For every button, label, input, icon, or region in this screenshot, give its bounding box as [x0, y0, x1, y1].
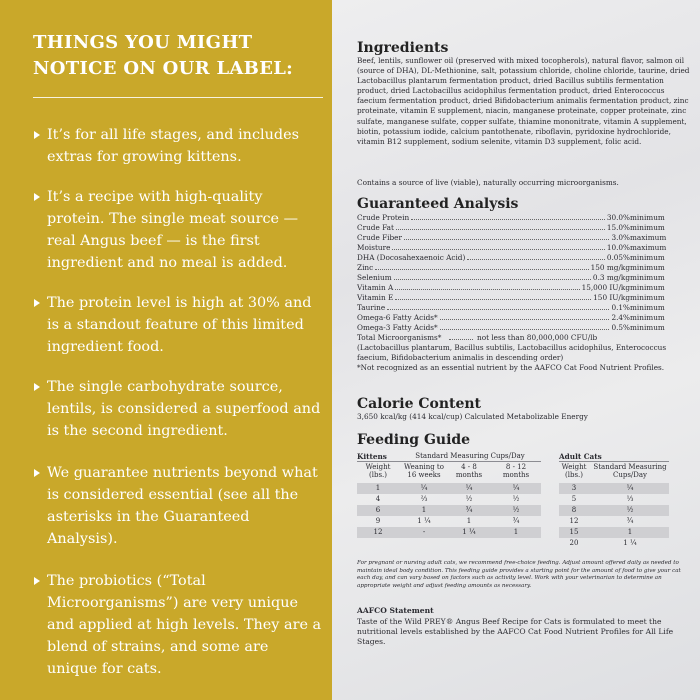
- kittens-table-cell: 1 ¼: [417, 517, 431, 525]
- adults-table-label: Adult Cats: [559, 452, 602, 461]
- microorganism-note: Contains a source of live (viable), naturally occurring microorganisms.: [357, 178, 619, 187]
- ga-row-value: 15,000 IU/kg: [581, 283, 630, 292]
- kittens-col-8-12: 8 - 12 months: [502, 463, 530, 480]
- kittens-header-rule: [357, 461, 541, 462]
- microorganism-strains: (Lactobacillus plantarum, Bacillus subtilis, Lactobacillus acidophilus, Enterococcus faecium, Bifidobacterium animalis in descending order): [357, 343, 667, 363]
- adults-table-cell: ¾: [626, 517, 634, 525]
- adults-table-cell: ¼: [626, 484, 634, 492]
- ga-row-name: Vitamin E: [357, 293, 394, 302]
- ga-row-value: 0.1%: [611, 303, 630, 312]
- ga-row: [357, 243, 693, 253]
- kittens-table-cell: 1: [375, 484, 381, 492]
- bullet-item: It’s a recipe with high-quality protein. The single meat source — real Angus beef — is the first ingredient and no meal is added.: [33, 186, 323, 274]
- kittens-table-cell: ¼: [465, 484, 473, 492]
- ga-row-name: Crude Protein: [357, 213, 410, 222]
- ga-row-unit: minimum: [630, 223, 665, 232]
- heading-line-2: NOTICE ON OUR LABEL:: [33, 58, 294, 79]
- ga-row-name: DHA (Docosahexaenoic Acid): [357, 253, 466, 262]
- ga-row-name: Vitamin A: [357, 283, 394, 292]
- ga-row-unit: minimum: [630, 273, 665, 282]
- ga-row-unit: minimum: [630, 293, 665, 302]
- ga-footnote: *Not recognized as an essential nutrient by the AAFCO Cat Food Nutrient Profiles.: [357, 363, 665, 372]
- kittens-table-cell: 1: [513, 528, 519, 536]
- ga-row-name: Moisture: [357, 243, 391, 252]
- adults-col-weight: Weight (lbs.): [561, 463, 587, 480]
- adults-table-cell: 12: [569, 517, 579, 525]
- ga-row-name: Selenium: [357, 273, 392, 282]
- label-panel: [332, 0, 700, 700]
- ga-row-value: 0.05%: [606, 253, 630, 262]
- adults-table-cell: 3: [571, 484, 577, 492]
- arrow-bullet-icon: [33, 186, 42, 208]
- ga-row-value: 10.0%: [606, 243, 630, 252]
- ga-row-value: 0.3 mg/kg: [592, 273, 630, 282]
- bullet-item: It’s for all life stages, and includes extras for growing kittens.: [33, 124, 323, 168]
- adults-header-rule: [559, 461, 669, 462]
- arrow-bullet-icon: [33, 292, 42, 314]
- adults-table-cell: ½: [626, 506, 634, 514]
- kittens-table-cell: 4: [375, 495, 381, 503]
- adults-table-row: [559, 483, 669, 494]
- kittens-table-label: Kittens: [357, 452, 387, 461]
- kittens-table-cell: 1: [421, 506, 427, 514]
- bullet-item: The single carbohydrate source, lentils, is considered a superfood and is the second ingredient.: [33, 376, 323, 442]
- ga-row-unit: minimum: [630, 263, 665, 272]
- kittens-table-cell: ½: [512, 495, 520, 503]
- ga-row-name: Omega-3 Fatty Acids*: [357, 323, 438, 332]
- adults-table-row: [559, 538, 669, 549]
- ga-row-unit: maximum: [630, 233, 667, 242]
- ga-row-unit: minimum: [630, 313, 665, 322]
- kittens-table-cell: ¼: [512, 484, 520, 492]
- ga-row: [357, 263, 693, 273]
- adults-table-cell: 8: [571, 506, 577, 514]
- panel-heading: [33, 30, 323, 82]
- ga-row-unit: minimum: [630, 303, 665, 312]
- adults-table-cell: ⅓: [626, 495, 634, 503]
- ga-row: [357, 273, 693, 283]
- adults-table-cell: 15: [569, 528, 579, 536]
- ga-row: [357, 303, 693, 313]
- ga-row: [357, 283, 693, 293]
- adults-table-row: [559, 527, 669, 538]
- adults-table-cell: 20: [569, 539, 579, 547]
- kittens-table-cell: -: [422, 528, 426, 536]
- ga-row-value: 150 mg/kg: [590, 263, 630, 272]
- kittens-table-cell: ⅔: [420, 495, 428, 503]
- ga-row-name: Zinc: [357, 263, 374, 272]
- ga-row-value: 3.0%: [611, 233, 630, 242]
- ga-row: [357, 293, 693, 303]
- ga-row-value: 150 IU/kg: [593, 293, 630, 302]
- kittens-table-row: [357, 483, 541, 494]
- arrow-bullet-icon: [33, 462, 42, 484]
- heading-divider: [33, 97, 323, 98]
- guaranteed-analysis-title: Guaranteed Analysis: [357, 196, 519, 212]
- arrow-bullet-icon: [33, 124, 42, 146]
- ga-row-name: Crude Fiber: [357, 233, 402, 242]
- adults-table-row: [559, 494, 669, 505]
- feeding-guide-title: Feeding Guide: [357, 432, 471, 448]
- ga-row: [357, 223, 693, 233]
- adults-table-cell: 1: [627, 528, 633, 536]
- ga-row-unit: minimum: [630, 323, 665, 332]
- kittens-table-cell: ¾: [465, 506, 473, 514]
- ingredients-title: Ingredients: [357, 40, 449, 56]
- ga-row-value: 0.5%: [611, 323, 630, 332]
- adults-table-cell: 1 ¼: [623, 539, 637, 547]
- ga-row-unit: minimum: [630, 283, 665, 292]
- ga-row-unit: maximum: [630, 243, 667, 252]
- adults-table-row: [559, 505, 669, 516]
- ga-row: [357, 253, 693, 263]
- arrow-bullet-icon: [33, 376, 42, 398]
- ingredients-text: Beef, lentils, sunflower oil (preserved with mixed tocopherols), natural flavor, salmon oil (source of DHA), DL-Methionine, salt, potassium chloride, choline chloride, taurine, dried Lactobacillus plantarum fermentation product, dried Bacillus subtilis fermentation product, dried Lactobacillus acidophilus fermentation product, dried Enterococcus faecium fermentation product, dried Bifidobacterium animalis fermentation product, zinc proteinate, vitamin E supplement, niacin, manganese proteinate, copper proteinate, zinc sulfate, manganese sulfate, copper sulfate, thiamine mononitrate, vitamin A supplement, biotin, potassium iodide, calcium pantothenate, riboflavin, pyridoxine hydrochloride, vitamin B12 supplement, sodium selenite, vitamin D3 supplement, folic acid.: [357, 56, 690, 146]
- ga-row-value: 30.0%: [606, 213, 630, 222]
- kittens-table-row: [357, 516, 541, 527]
- calorie-text: 3,650 kcal/kg (414 kcal/cup) Calculated Metabolizable Energy: [357, 412, 588, 421]
- ga-row-value: 15.0%: [606, 223, 630, 232]
- bullet-item: The protein level is high at 30% and is a standout feature of this limited ingredient food.: [33, 292, 323, 358]
- arrow-bullet-icon: [33, 570, 42, 592]
- kittens-table-cell: 1: [466, 517, 472, 525]
- kittens-table-cell: ¼: [420, 484, 428, 492]
- kittens-table-cell: ¾: [512, 517, 520, 525]
- ga-row-value: 2.4%: [611, 313, 630, 322]
- ga-row: [357, 313, 693, 323]
- left-panel: [0, 0, 332, 700]
- ga-row-microorganisms: Total Microorganisms* not less than 80,000,000 CFU/lb: [357, 333, 598, 342]
- kittens-table-row: [357, 505, 541, 516]
- ga-row: [357, 233, 693, 243]
- ga-row-name: Taurine: [357, 303, 386, 312]
- adults-table-row: [559, 516, 669, 527]
- kittens-col-weaning: Weaning to 16 weeks: [404, 463, 444, 480]
- heading-line-1: THINGS YOU MIGHT: [33, 32, 253, 53]
- ga-row-unit: minimum: [630, 213, 665, 222]
- feeding-note: For pregnant or nursing adult cats, we recommend free-choice feeding. Adjust amount offered daily as needed to maintain ideal body condition. This feeding guide provides a starting point for the amount of food to give your cat each day, and can vary based on factors such as activity level. Work with your veterinarian to determine an appropriate weight and adjust feeding amounts as necessary.: [357, 560, 681, 589]
- aafco-text: Taste of the Wild PREY® Angus Beef Recipe for Cats is formulated to meet the nutritional levels established by the AAFCO Cat Food Nutrient Profiles for All Life Stages.: [357, 617, 674, 647]
- ga-row-unit: minimum: [630, 253, 665, 262]
- bullet-item: We guarantee nutrients beyond what is considered essential (see all the asterisks in the Guaranteed Analysis).: [33, 462, 323, 550]
- adults-table-cell: 5: [571, 495, 577, 503]
- kittens-table-cell: 12: [373, 528, 383, 536]
- kittens-table-row: [357, 527, 541, 538]
- kittens-table-cell: ½: [465, 495, 473, 503]
- kittens-table-cell: 9: [375, 517, 381, 525]
- adults-col-cups: Standard Measuring Cups/Day: [593, 463, 667, 480]
- kittens-table-cell: ½: [512, 506, 520, 514]
- ga-row: [357, 213, 693, 223]
- aafco-title: AAFCO Statement: [357, 606, 434, 615]
- kittens-col-4-8: 4 - 8 months: [455, 463, 483, 480]
- kittens-table-cell: 1 ¼: [462, 528, 476, 536]
- kittens-table-row: [357, 494, 541, 505]
- ga-row-name: Crude Fat: [357, 223, 394, 232]
- calorie-title: Calorie Content: [357, 396, 482, 412]
- ga-row-name: Omega-6 Fatty Acids*: [357, 313, 438, 322]
- kittens-span-header: Standard Measuring Cups/Day: [415, 452, 525, 460]
- kittens-col-weight: Weight (lbs.): [365, 463, 391, 480]
- ga-row: [357, 323, 693, 333]
- kittens-table-cell: 6: [375, 506, 381, 514]
- bullet-item: The probiotics (“Total Microorganisms”) are very unique and applied at high levels. They are a blend of strains, and some are unique for cats.: [33, 570, 323, 680]
